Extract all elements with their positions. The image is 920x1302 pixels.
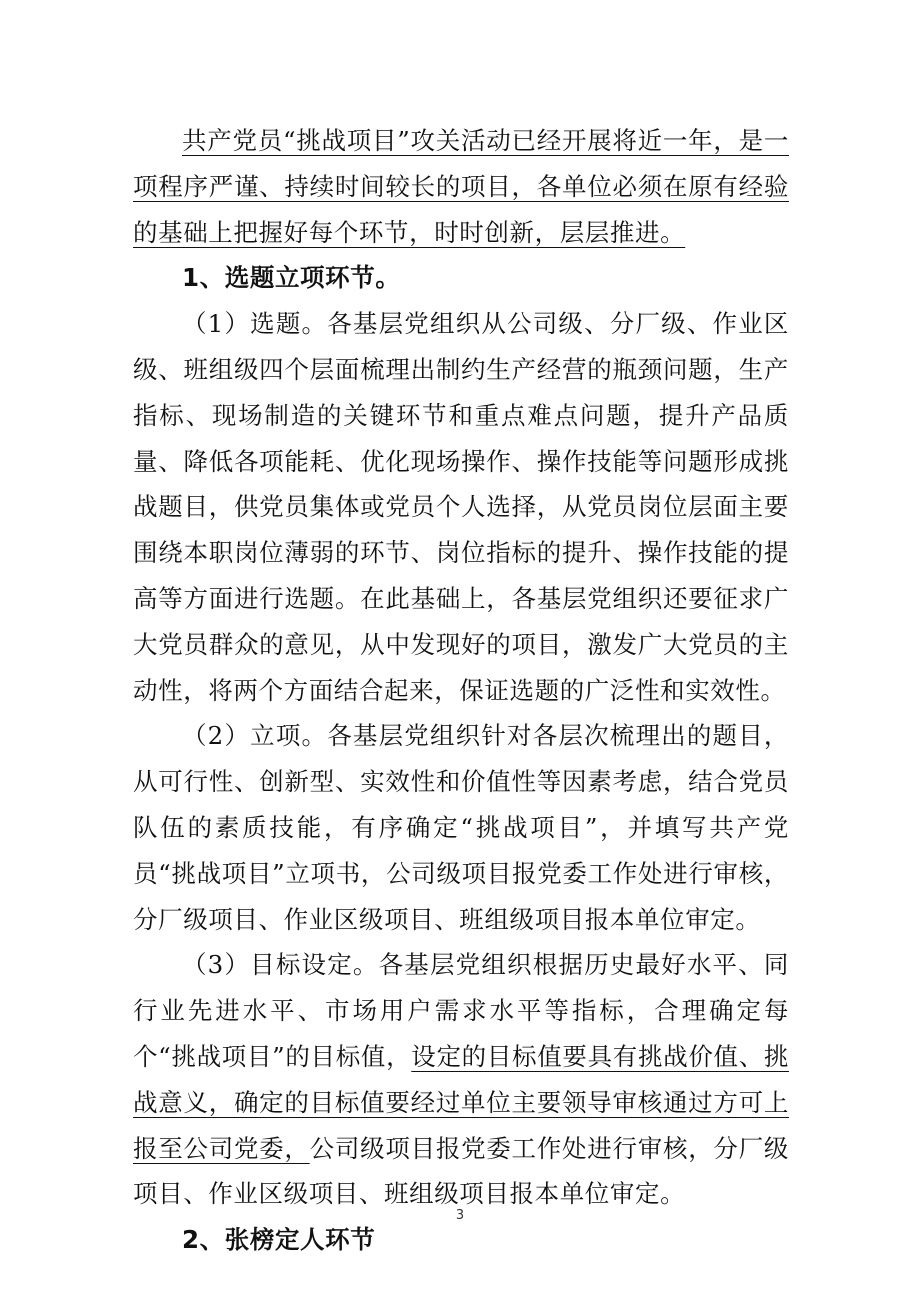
- target-setting-underlined-text: 设定的目标值要具有挑战价值、挑战意义，确定的目标值要经过单位主要领导审核通过方可上报至公司党委，: [133, 1041, 790, 1163]
- target-setting-text-start: （3）目标设定。各基层党组织根据历史最好水平、同行业先进水平、市场用户需求水平等指标，合理确定每个“挑战项目”的目标值，: [133, 950, 789, 1071]
- target-setting-paragraph: [133, 942, 789, 1217]
- page-number: 3: [455, 1208, 465, 1223]
- section-2-heading: 2、张榜定人环节: [182, 1225, 376, 1255]
- intro-underlined-text: 共产党员“挑战项目”攻关活动已经开展将近一年，是一项程序严谨、持续时间较长的项目，各单位必须在原有经验的基础上把握好每个环节，时时创新，层层推进。: [133, 126, 789, 247]
- intro-paragraph: [133, 118, 789, 255]
- topic-selection-paragraph: （1）选题。各基层党组织从公司级、分厂级、作业区级、班组级四个层面梳理出制约生产经营的瓶颈问题，生产指标、现场制造的关键环节和重点难点问题，提升产品质量、降低各项能耗、优化现场操作、操作技能等问题形成挑战题目，供党员集体或党员个人选择，从党员岗位层面主要围绕本职岗位薄弱的环节、岗位指标的提升、操作技能的提高等方面进行选题。在此基础上，各基层党组织还要征求广大党员群众的意见，从中发现好的项目，激发广大党员的主动性，将两个方面结合起来，保证选题的广泛性和实效性。: [133, 309, 789, 705]
- target-setting-text-end: 公司级项目报党委工作处进行审核，分厂级项目、作业区级项目、班组级项目报本单位审定。: [133, 1133, 789, 1209]
- project-approval-paragraph: （2）立项。各基层党组织针对各层次梳理出的题目，从可行性、创新型、实效性和价值性等因素考虑，结合党员队伍的素质技能，有序确定“挑战项目”，并填写共产党员“挑战项目”立项书，公司级项目报党委工作处进行审核，分厂级项目、作业区级项目、班组级项目报本单位审定。: [133, 721, 789, 934]
- section-1-heading: 1、选题立项环节。: [182, 263, 401, 293]
- document-body: [133, 118, 789, 1263]
